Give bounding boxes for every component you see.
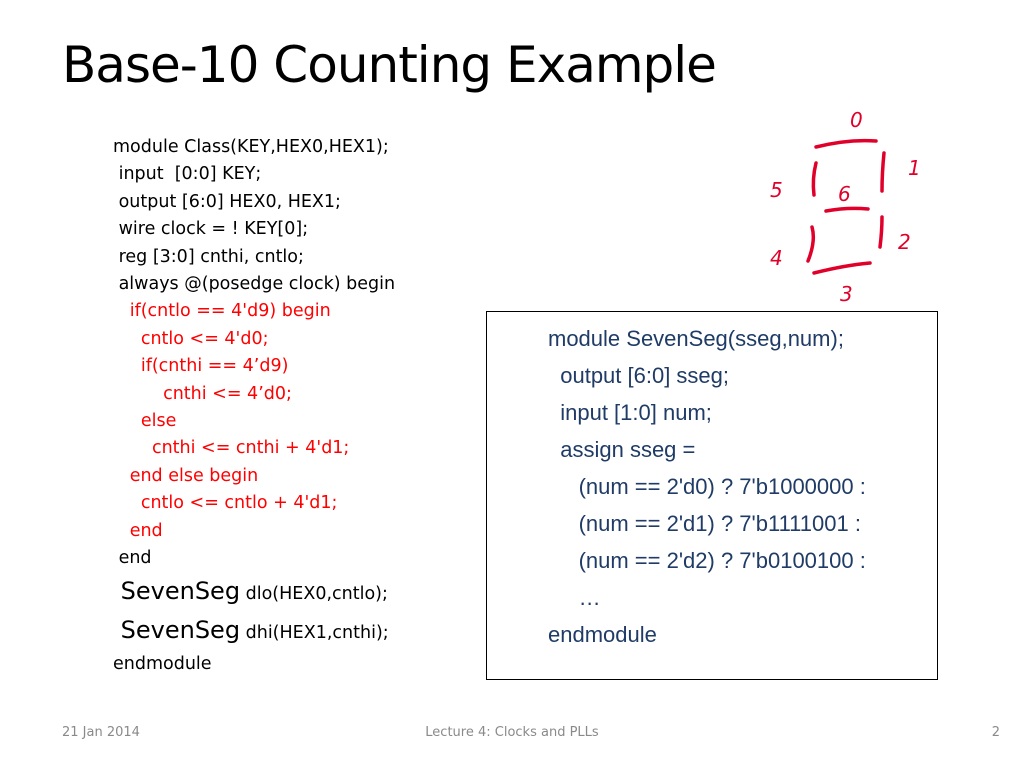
footer-page-number: 2 <box>991 725 1000 740</box>
right-code-line <box>548 394 866 431</box>
left-code-line <box>113 161 395 188</box>
code-indent <box>548 511 579 536</box>
code-indent <box>113 301 130 321</box>
code-indent <box>113 577 121 605</box>
code-text: module Class(KEY,HEX0,HEX1); <box>113 137 389 157</box>
left-code-instances <box>113 573 395 651</box>
code-text: if(cnthi == 4’d9) <box>140 356 289 377</box>
code-indent <box>113 521 130 541</box>
code-indent <box>548 474 579 499</box>
code-text: always @(posedge clock) begin <box>118 274 396 295</box>
segment-0-stroke <box>816 141 876 147</box>
left-code-line <box>113 326 395 353</box>
code-text: end <box>118 548 152 569</box>
code-text: … <box>578 585 601 610</box>
segment-label-1: 1 <box>908 156 921 180</box>
code-indent <box>113 329 141 349</box>
code-text: cntlo <= cntlo + 4'd1; <box>140 493 338 514</box>
right-code-line <box>548 320 866 357</box>
left-code-line <box>113 134 395 161</box>
footer-date: 21 Jan 2014 <box>62 725 140 740</box>
right-code-line <box>548 468 866 505</box>
segment-6-stroke <box>826 208 868 211</box>
seven-segment-diagram <box>760 105 930 305</box>
instance-args: dhi(HEX1,cnthi); <box>240 622 389 643</box>
segment-label-5: 5 <box>770 178 783 202</box>
instance-module-name: SevenSeg <box>120 576 241 605</box>
code-text: (num == 2'd2) ? 7'b0100100 : <box>578 548 866 573</box>
left-code-line <box>113 463 395 490</box>
code-indent <box>113 438 152 458</box>
module-instance-line <box>113 612 395 651</box>
left-code-line <box>113 545 395 572</box>
segment-label-4: 4 <box>770 246 783 270</box>
code-indent <box>113 384 163 404</box>
code-indent <box>548 548 579 573</box>
left-code-line <box>113 216 395 243</box>
code-indent <box>113 493 141 513</box>
code-indent <box>113 356 141 376</box>
footer-lecture-title: Lecture 4: Clocks and PLLs <box>425 725 599 740</box>
left-code-line <box>113 518 395 545</box>
code-indent <box>548 437 560 462</box>
segment-label-2: 2 <box>898 230 911 254</box>
left-code-line <box>113 435 395 462</box>
left-code-line <box>113 408 395 435</box>
code-text: cnthi <= 4’d0; <box>163 383 292 404</box>
left-code-block <box>113 134 395 678</box>
code-text: if(cntlo == 4'd9) begin <box>129 301 331 322</box>
code-text: cntlo <= 4'd0; <box>140 328 269 349</box>
code-text: wire clock = ! KEY[0]; <box>118 219 309 240</box>
right-code-line <box>548 579 866 616</box>
left-code-lines <box>113 134 395 573</box>
segment-4-stroke <box>808 227 813 261</box>
code-text: input [1:0] num; <box>560 400 712 425</box>
code-text: end else begin <box>129 465 259 486</box>
left-code-line <box>113 271 395 298</box>
segment-label-0: 0 <box>850 108 863 132</box>
left-code-line <box>113 490 395 517</box>
segment-2-stroke <box>880 217 882 247</box>
code-text: output [6:0] HEX0, HEX1; <box>118 191 341 212</box>
code-text: (num == 2'd0) ? 7'b1000000 : <box>578 474 866 499</box>
segment-label-3: 3 <box>840 282 853 305</box>
right-code-line <box>548 542 866 579</box>
segment-3-stroke <box>814 263 870 273</box>
slide-title: Base-10 Counting Example <box>62 36 716 94</box>
left-code-line <box>113 381 395 408</box>
code-text: endmodule <box>548 622 657 647</box>
left-code-line <box>113 244 395 271</box>
code-indent <box>113 466 130 486</box>
right-code-line <box>548 616 866 653</box>
segment-label-6: 6 <box>838 182 851 206</box>
code-text: end <box>129 520 163 541</box>
segment-5-stroke <box>813 163 816 195</box>
right-code-line <box>548 505 866 542</box>
left-code-line <box>113 189 395 216</box>
right-code-line <box>548 431 866 468</box>
code-indent <box>548 585 579 610</box>
code-indent <box>548 363 560 388</box>
code-indent <box>113 616 121 644</box>
code-indent <box>548 400 560 425</box>
code-text: input [0:0] KEY; <box>118 164 262 185</box>
code-text: output [6:0] sseg; <box>560 363 730 388</box>
left-code-line <box>113 298 395 325</box>
right-code-lines <box>548 320 866 653</box>
code-indent <box>113 411 141 431</box>
instance-args: dlo(HEX0,cntlo); <box>240 583 388 604</box>
segment-1-stroke <box>882 153 884 191</box>
instance-module-name: SevenSeg <box>120 615 241 644</box>
code-text: reg [3:0] cnthi, cntlo; <box>118 246 304 267</box>
code-text: else <box>140 411 177 432</box>
code-text: module SevenSeg(sseg,num); <box>548 326 844 351</box>
code-text: (num == 2'd1) ? 7'b1111001 : <box>578 511 861 536</box>
code-text: cnthi <= cnthi + 4'd1; <box>151 438 350 459</box>
left-code-endmodule: endmodule <box>113 653 212 674</box>
code-text: assign sseg = <box>560 437 696 462</box>
right-code-line <box>548 357 866 394</box>
sevenseg-code-box <box>486 311 938 680</box>
left-code-line <box>113 353 395 380</box>
module-instance-line <box>113 573 395 612</box>
